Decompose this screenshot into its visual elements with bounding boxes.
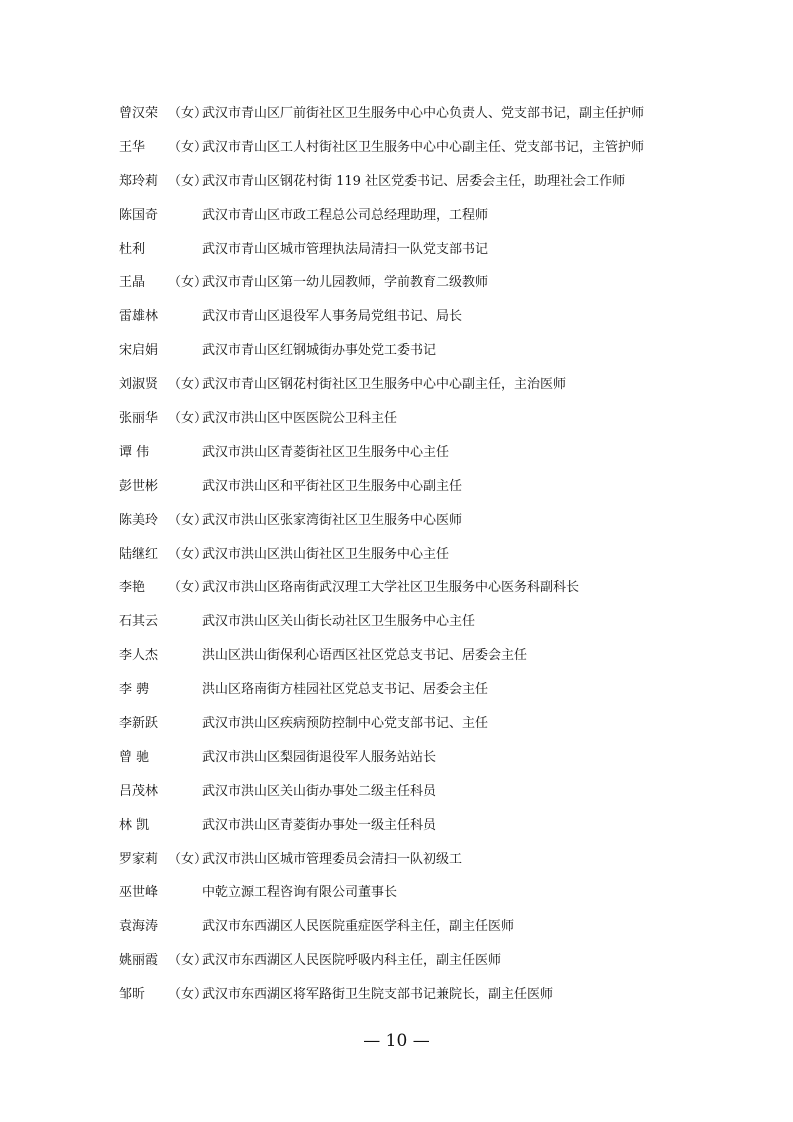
person-name: 吕茂林 [119,783,159,799]
list-item [119,101,719,135]
person-name: 曾 驰 [119,749,150,765]
list-item [119,474,719,508]
person-name: 谭 伟 [119,444,150,460]
list-item [119,440,719,474]
person-name: 石其云 [119,614,159,630]
person-name: 李人杰 [119,648,159,664]
gender-note: （女） [168,512,208,528]
person-name: 杜利 [119,241,146,257]
gender-note: （女） [168,580,208,596]
position-description: 洪山区洪山街保利心语西区社区党总支书记、居委会主任 [202,648,528,664]
name-list [119,101,719,1016]
person-name: 陆继红 [119,546,159,562]
person-name: 王晶 [119,275,146,291]
list-item [119,745,719,779]
position-description: 武汉市青山区第一幼儿园教师，学前教育二级教师 [202,275,489,291]
person-name: 袁海涛 [119,919,159,935]
position-description: 武汉市青山区钢花村街 119 社区党委书记、居委会主任，助理社会工作师 [202,173,626,189]
person-name: 李艳 [119,580,146,596]
position-description: 洪山区珞南街方桂园社区党总支书记、居委会主任 [202,682,489,698]
person-name: 李新跃 [119,716,159,732]
person-name: 陈国奇 [119,207,159,223]
list-item [119,880,719,914]
list-item [119,203,719,237]
list-item [119,948,719,982]
person-name: 李 骋 [119,682,150,698]
list-item [119,779,719,813]
gender-note: （女） [168,546,208,562]
person-name: 邹昕 [119,987,146,1003]
position-description: 武汉市青山区城市管理执法局清扫一队党支部书记 [202,241,489,257]
list-item [119,508,719,542]
list-item [119,677,719,711]
position-description: 武汉市青山区工人村街社区卫生服务中心中心副主任、党支部书记，主管护师 [202,139,645,155]
position-description: 武汉市洪山区张家湾街社区卫生服务中心医师 [202,512,463,528]
list-item [119,372,719,406]
list-item [119,643,719,677]
position-description: 武汉市青山区红钢城街办事处党工委书记 [202,343,437,359]
position-description: 武汉市洪山区青菱街办事处一级主任科员 [202,817,437,833]
page-number: — 10 — [363,1031,430,1051]
list-item [119,813,719,847]
position-description: 武汉市洪山区疾病预防控制中心党支部书记、主任 [202,716,489,732]
person-name: 曾汉荣 [119,106,159,121]
list-item [119,135,719,169]
list-item [119,575,719,609]
gender-note: （女） [168,173,208,189]
list-item [119,304,719,338]
position-description: 武汉市洪山区洪山街社区卫生服务中心主任 [202,546,450,562]
position-description: 武汉市洪山区关山街长动社区卫生服务中心主任 [202,614,476,630]
position-description: 武汉市洪山区和平街社区卫生服务中心副主任 [202,478,463,494]
person-name: 林 凯 [119,817,150,833]
list-item [119,270,719,304]
gender-note: （女） [168,851,208,867]
person-name: 刘淑贤 [119,377,159,393]
position-description: 武汉市东西湖区将军路街卫生院支部书记兼院长，副主任医师 [202,987,554,1003]
position-description: 武汉市东西湖区人民医院呼吸内科主任，副主任医师 [202,953,502,969]
person-name: 陈美玲 [119,512,159,528]
person-name: 姚丽霞 [119,953,159,969]
gender-note: （女） [168,411,208,427]
position-description: 中乾立源工程咨询有限公司董事长 [202,885,398,901]
list-item [119,237,719,271]
gender-note: （女） [168,275,208,291]
person-name: 宋启娟 [119,343,159,359]
list-item [119,542,719,576]
list-item [119,982,719,1016]
person-name: 雷雄林 [119,309,159,325]
list-item [119,169,719,203]
position-description: 武汉市青山区厂前街社区卫生服务中心中心负责人、党支部书记，副主任护师 [202,106,645,121]
person-name: 罗家莉 [119,851,159,867]
position-description: 武汉市洪山区关山街办事处二级主任科员 [202,783,437,799]
person-name: 巫世峰 [119,885,159,901]
list-item [119,609,719,643]
list-item [119,847,719,881]
list-item [119,914,719,948]
position-description: 武汉市洪山区青菱街社区卫生服务中心主任 [202,444,450,460]
gender-note: （女） [168,953,208,969]
list-item [119,338,719,372]
gender-note: （女） [168,106,208,121]
person-name: 彭世彬 [119,478,159,494]
position-description: 武汉市洪山区珞南街武汉理工大学社区卫生服务中心医务科副科长 [202,580,580,596]
position-description: 武汉市青山区退役军人事务局党组书记、局长 [202,309,463,325]
position-description: 武汉市洪山区梨园街退役军人服务站站长 [202,749,437,765]
gender-note: （女） [168,139,208,155]
position-description: 武汉市洪山区中医医院公卫科主任 [202,411,398,427]
position-description: 武汉市洪山区城市管理委员会清扫一队初级工 [202,851,463,867]
list-item [119,406,719,440]
list-item [119,711,719,745]
gender-note: （女） [168,377,208,393]
position-description: 武汉市青山区钢花村街社区卫生服务中心中心副主任，主治医师 [202,377,567,393]
person-name: 郑玲莉 [119,173,159,189]
position-description: 武汉市东西湖区人民医院重症医学科主任，副主任医师 [202,919,515,935]
person-name: 张丽华 [119,411,159,427]
position-description: 武汉市青山区市政工程总公司总经理助理，工程师 [202,207,489,223]
person-name: 王华 [119,139,146,155]
gender-note: （女） [168,987,208,1003]
